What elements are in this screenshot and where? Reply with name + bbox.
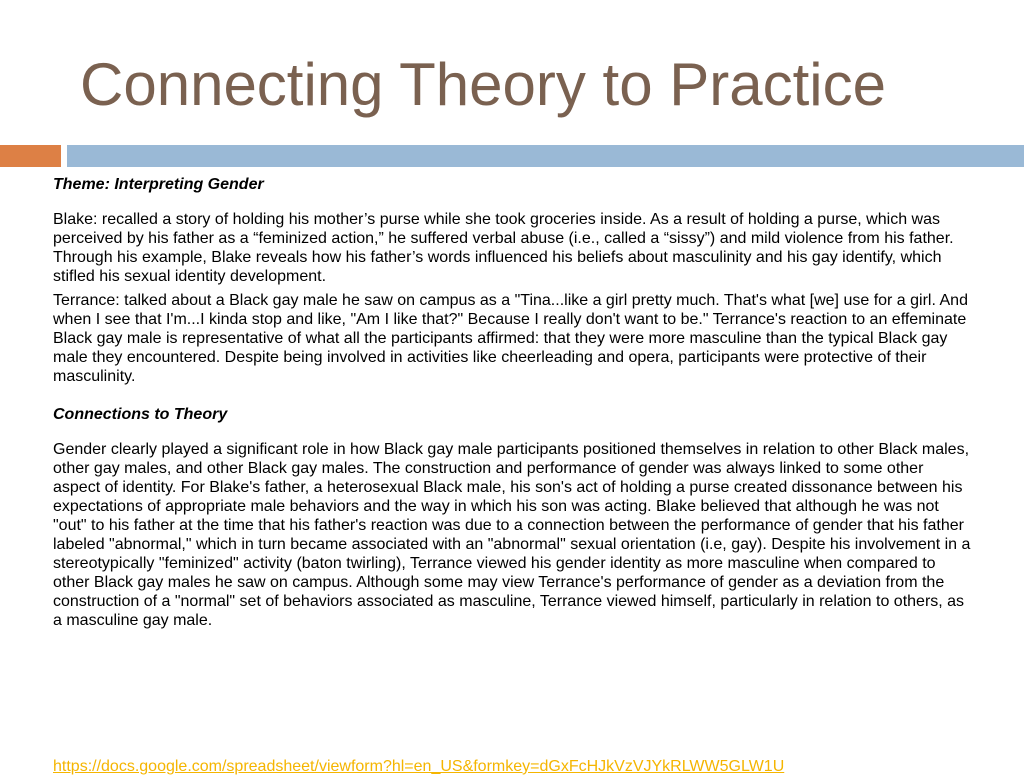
- slide-body: [53, 175, 973, 630]
- theme-heading: Theme: Interpreting Gender: [53, 176, 264, 193]
- gender-paragraph: Gender clearly played a significant role in how Black gay male participants positioned themselves in relation to other Black males, other gay males, and other Black gay males. The construction and performance of gender was always linked to some other aspect of identity. For Blake's father, a heterosexual Black male, his son's act of holding a purse created dissonance between his expectations of appropriate male behaviors and the way in which his son was acting. Blake believed that although he was not "out" to his father at the time that his father's reaction was due to a connection between the performance of gender that his father labeled "abnormal," which in turn became associated with an "abnormal" sexual orientation (i.e, gay). Despite his involvement in a stereotypically "feminized" activity (baton twirling), Terrance viewed his gender identity as more masculine when compared to other Black gay males he saw on campus. Although some may view Terrance's performance of gender as a deviation from the construction of a "normal" set of behaviors associated as masculine, Terrance viewed himself, particularly in relation to others, as a masculine gay male.: [53, 441, 971, 629]
- slide-title: Connecting Theory to Practice: [80, 51, 886, 118]
- terrance-paragraph: Terrance: talked about a Black gay male he saw on campus as a "Tina...like a girl pretty much. That's what [we] use for a girl. And when I see that I'm...I kinda stop and like, "Am I like that?" Because I really don't want to be." Terrance's reaction to an effeminate Black gay male is representative of what all the participants affirmed: that they were more masculine than the typical Black gay male they encountered. Despite being involved in activities like cheerleading and opera, participants were protective of their masculinity.: [53, 292, 968, 385]
- accent-bar-blue: [67, 145, 1024, 167]
- blake-paragraph: Blake: recalled a story of holding his mother’s purse while she took groceries inside. As a result of holding a purse, which was perceived by his father as a “feminized action,” he suffered verbal abuse (i.e., called a “sissy”) and mild violence from his father. Through his example, Blake reveals how his father’s words influenced his beliefs about masculinity and his gay identify, which stifled his sexual identity development.: [53, 211, 954, 285]
- accent-bar-orange: [0, 145, 61, 167]
- form-link[interactable]: https://docs.google.com/spreadsheet/viewform?hl=en_US&formkey=dGxFcHJkVzVJYkRLWW5GLW1U: [53, 758, 785, 775]
- connections-heading: Connections to Theory: [53, 406, 228, 423]
